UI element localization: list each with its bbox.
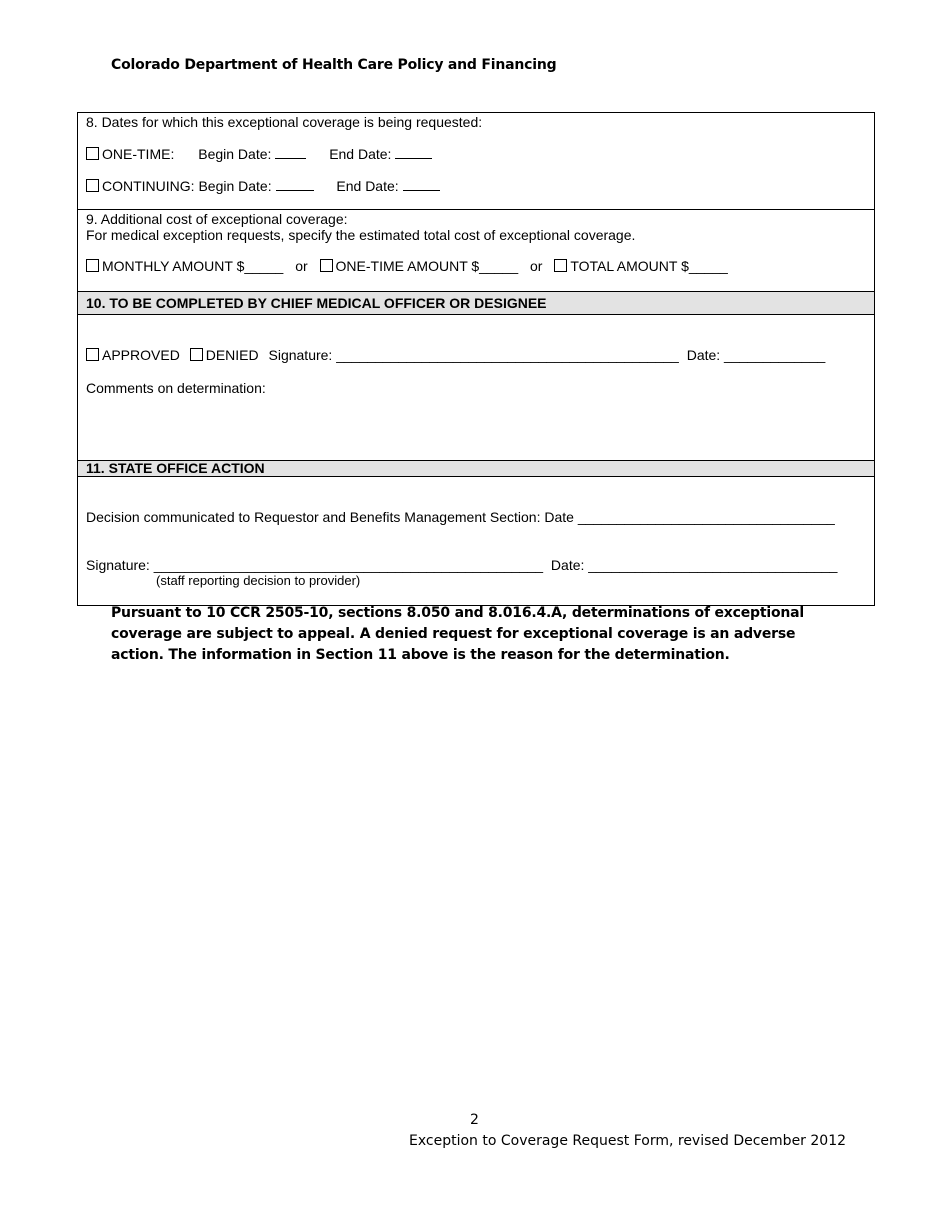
section-9-instructions: For medical exception requests, specify the estimated total cost of exceptional coverage.	[86, 227, 636, 243]
state-signature-row	[86, 557, 837, 573]
section-10-header	[78, 292, 874, 315]
approved-checkbox[interactable]	[86, 348, 99, 361]
one-time-label: ONE-TIME:	[102, 146, 175, 162]
one-time-begin-label: Begin Date:	[198, 146, 272, 162]
continuing-row	[86, 178, 440, 194]
section-8	[78, 113, 874, 210]
section-9-title: 9. Additional cost of exceptional coverage:	[86, 211, 348, 227]
section-11-body	[78, 477, 874, 606]
continuing-end-label: End Date:	[336, 178, 399, 194]
continuing-end-field[interactable]	[403, 178, 440, 191]
monthly-amount-checkbox[interactable]	[86, 259, 99, 272]
department-header: Colorado Department of Health Care Policy and Financing	[111, 57, 557, 73]
total-amount-checkbox[interactable]	[554, 259, 567, 272]
one-time-amount-label: ONE-TIME AMOUNT $_____	[335, 258, 519, 274]
denied-label: DENIED	[205, 347, 259, 363]
determination-row	[86, 347, 825, 363]
section-8-title: 8. Dates for which this exceptional coverage is being requested:	[86, 114, 483, 130]
continuing-begin-field[interactable]	[276, 178, 314, 191]
appeal-note: Pursuant to 10 CCR 2505-10, sections 8.050 and 8.016.4.A, determinations of exceptional coverage are subject to appeal. A denied request for exceptional coverage is an adverse action. The information in Section 11 above is the reason for the determination.	[111, 605, 804, 663]
continuing-checkbox[interactable]	[86, 179, 99, 192]
page-number: 2	[470, 1112, 479, 1128]
section-10-title: 10. TO BE COMPLETED BY CHIEF MEDICAL OFFICER OR DESIGNEE	[86, 295, 547, 311]
comments-label: Comments on determination:	[86, 380, 266, 396]
exception-form	[77, 112, 875, 606]
decision-communicated-field[interactable]: Decision communicated to Requestor and Benefits Management Section: Date _________________________________	[86, 509, 835, 525]
one-time-row	[86, 146, 432, 162]
cmo-date-field[interactable]: Date: _____________	[686, 347, 826, 363]
approved-label: APPROVED	[102, 347, 180, 363]
form-footer: Exception to Coverage Request Form, revised December 2012	[409, 1133, 847, 1149]
denied-checkbox[interactable]	[190, 348, 203, 361]
one-time-begin-field[interactable]	[275, 146, 306, 159]
section-10-body	[78, 315, 874, 461]
section-11-title: 11. STATE OFFICE ACTION	[86, 460, 265, 476]
one-time-amount-checkbox[interactable]	[320, 259, 333, 272]
continuing-label: CONTINUING: Begin Date:	[102, 178, 272, 194]
one-time-checkbox[interactable]	[86, 147, 99, 160]
monthly-amount-label: MONTHLY AMOUNT $_____	[102, 258, 284, 274]
cmo-signature-field[interactable]: Signature: ____________________________________________	[268, 347, 679, 363]
staff-note: (staff reporting decision to provider)	[156, 573, 361, 588]
or-separator-2: or	[530, 258, 543, 274]
section-9	[78, 210, 874, 292]
one-time-end-label: End Date:	[329, 146, 392, 162]
section-11-header	[78, 461, 874, 477]
total-amount-label: TOTAL AMOUNT $_____	[570, 258, 728, 274]
one-time-end-field[interactable]	[395, 146, 432, 159]
or-separator-1: or	[295, 258, 308, 274]
state-date-field[interactable]: Date: ________________________________	[550, 557, 838, 573]
state-signature-field[interactable]: Signature: __________________________________________________	[86, 557, 544, 573]
amount-row	[86, 258, 728, 274]
